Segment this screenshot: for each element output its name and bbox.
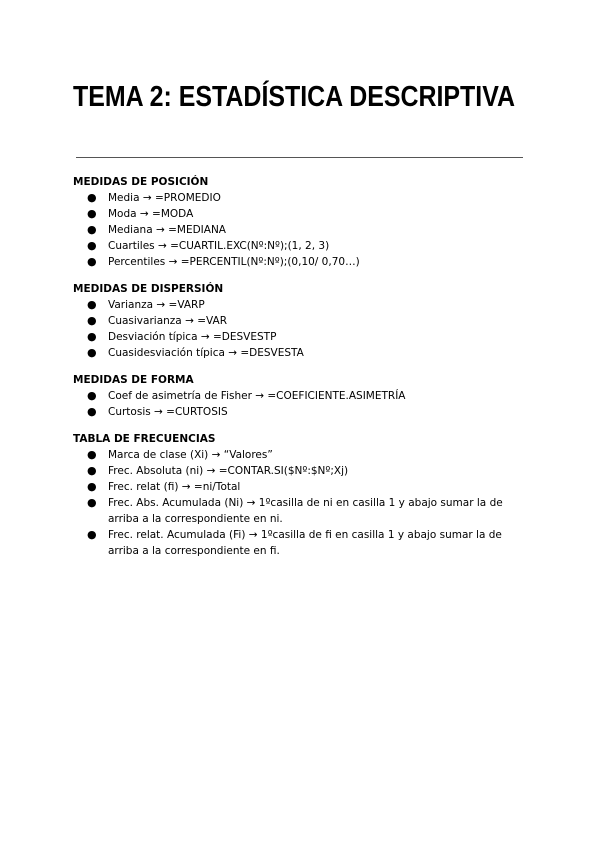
page-title: TEMA 2: ESTADÍSTICA DESCRIPTIVA [73,81,516,113]
list-item [73,222,533,238]
list-item-text: Frec. relat (fi) → =ni/Total [108,481,241,493]
bullet-icon: ● [87,346,97,359]
bullet-icon: ● [87,405,97,418]
bullet-icon: ● [87,239,97,252]
list-item-text: Cuasivarianza → =VAR [108,315,227,327]
list-item-text: Varianza → =VARP [108,299,205,311]
list-item-text: Cuartiles → =CUARTIL.EXC(Nº:Nº);(1, 2, 3) [108,240,330,252]
list-item [73,527,533,559]
list-item [73,297,533,313]
section-heading: MEDIDAS DE POSICIÓN [73,176,209,188]
list-item [73,329,533,345]
bullet-icon: ● [87,330,97,343]
list-item-text: Frec. relat. Acumulada (Fi) → 1ºcasilla de fi en casilla 1 y abajo sumar la de arriba a la correspondiente en fi. [108,529,502,557]
list-item [73,447,533,463]
bullet-icon: ● [87,480,97,493]
horizontal-divider [76,157,523,158]
bullet-list [73,447,533,559]
list-item-text: Mediana → =MEDIANA [108,224,226,236]
section-medidas-posicion [73,174,533,270]
list-item-text: Frec. Absoluta (ni) → =CONTAR.SI($Nº:$Nº;Xj) [108,465,349,477]
bullet-icon: ● [87,389,97,402]
bullet-icon: ● [87,448,97,461]
list-item [73,388,533,404]
list-item-text: Coef de asimetría de Fisher → =COEFICIENTE.ASIMETRÍA [108,390,406,402]
section-tabla-frecuencias [73,431,533,559]
bullet-list [73,190,533,270]
bullet-icon: ● [87,191,97,204]
section-heading: MEDIDAS DE FORMA [73,374,194,386]
list-item-text: Cuasidesviación típica → =DESVESTA [108,347,304,359]
bullet-icon: ● [87,314,97,327]
bullet-icon: ● [87,223,97,236]
list-item-text: Moda → =MODA [108,208,194,220]
list-item [73,479,533,495]
list-item [73,206,533,222]
list-item [73,345,533,361]
list-item [73,190,533,206]
list-item-text: Frec. Abs. Acumulada (Ni) → 1ºcasilla de ni en casilla 1 y abajo sumar la de arriba a la correspondiente en ni. [108,497,503,525]
list-item-text: Desviación típica → =DESVESTP [108,331,277,343]
bullet-list [73,297,533,361]
list-item [73,254,533,270]
bullet-list [73,388,533,420]
bullet-icon: ● [87,255,97,268]
list-item-text: Media → =PROMEDIO [108,192,221,204]
bullet-icon: ● [87,207,97,220]
document-body [73,174,533,570]
section-medidas-dispersion [73,281,533,361]
list-item [73,313,533,329]
section-medidas-forma [73,372,533,420]
list-item-text: Percentiles → =PERCENTIL(Nº:Nº);(0,10/ 0,70…) [108,256,360,268]
bullet-icon: ● [87,496,97,509]
list-item-text: Curtosis → =CURTOSIS [108,406,228,418]
section-heading: TABLA DE FRECUENCIAS [73,433,216,445]
list-item [73,238,533,254]
list-item-text: Marca de clase (Xi) → “Valores” [108,449,273,461]
section-heading: MEDIDAS DE DISPERSIÓN [73,283,224,295]
bullet-icon: ● [87,464,97,477]
bullet-icon: ● [87,528,97,541]
list-item [73,463,533,479]
list-item [73,495,533,527]
bullet-icon: ● [87,298,97,311]
list-item [73,404,533,420]
